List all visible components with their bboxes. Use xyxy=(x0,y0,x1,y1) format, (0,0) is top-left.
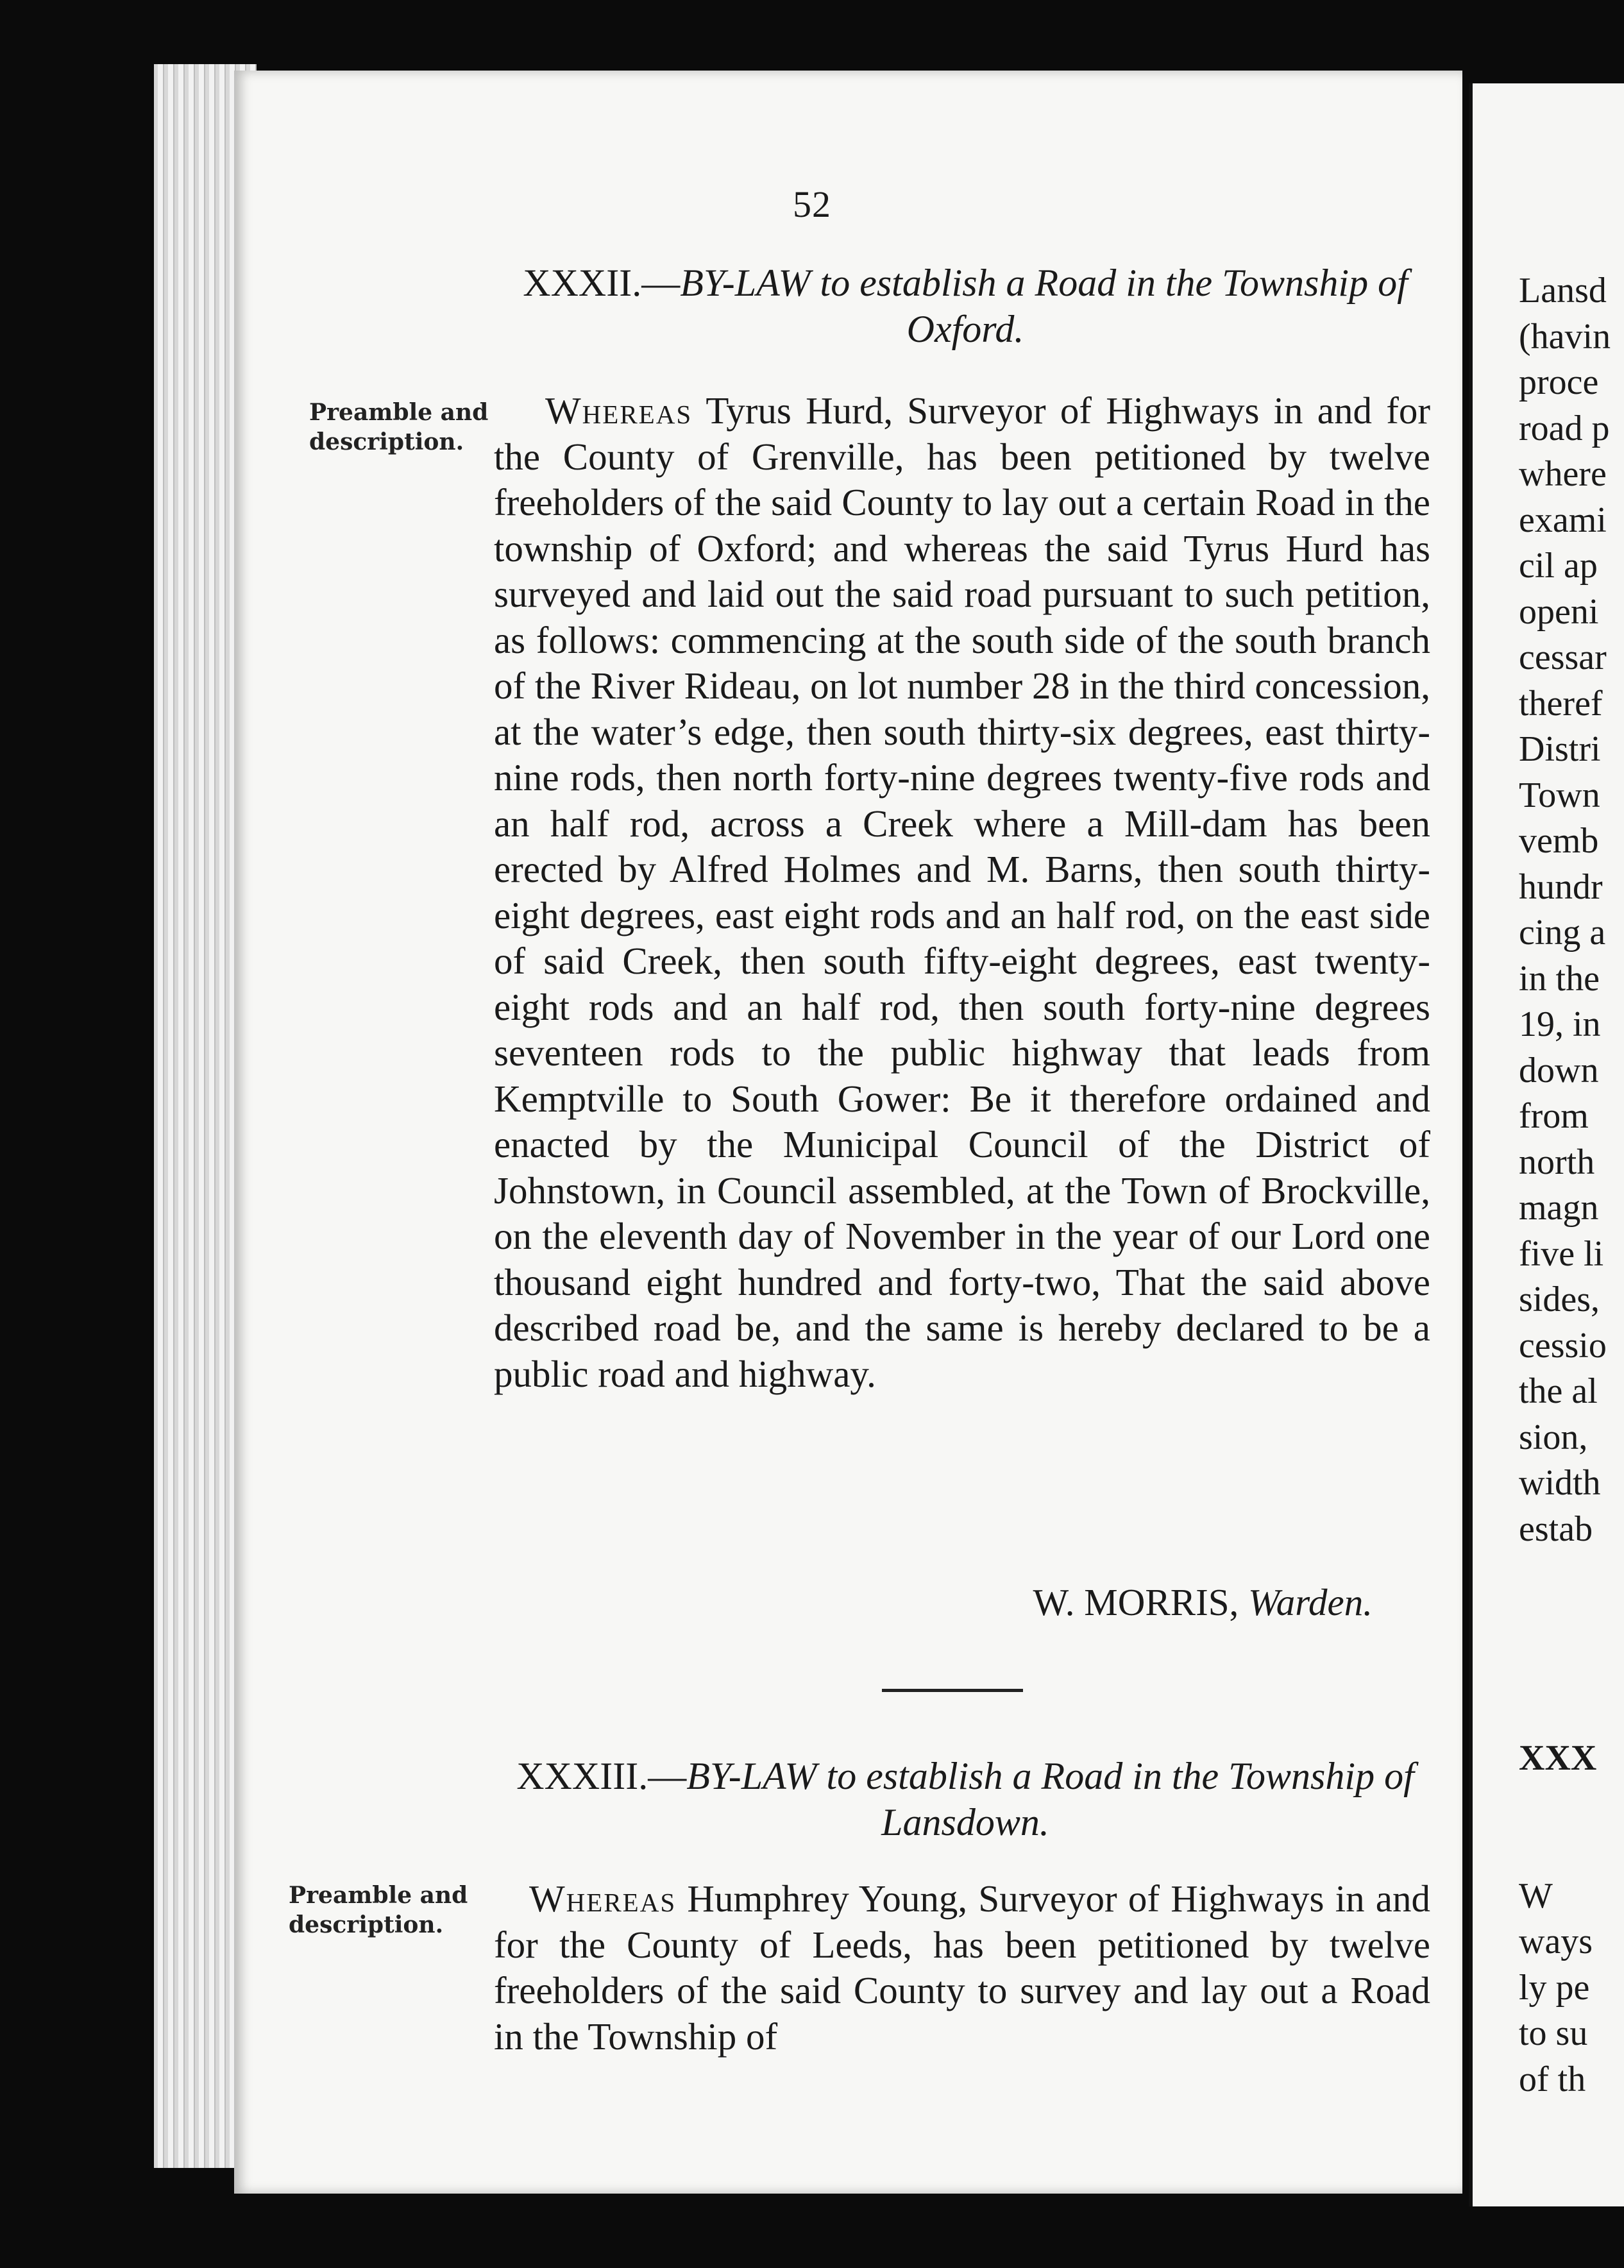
signature-role: Warden. xyxy=(1248,1581,1373,1623)
bylaw-32-whereas: Whereas xyxy=(545,389,693,432)
bylaw-32-signature xyxy=(494,1579,1373,1625)
facing-page-line: from xyxy=(1519,1096,1589,1136)
facing-page-line: magn xyxy=(1519,1188,1599,1228)
facing-page-line: ly pe xyxy=(1519,1967,1590,2008)
bylaw-33-body xyxy=(494,1876,1430,2060)
facing-page-line: proce xyxy=(1519,362,1599,402)
facing-page-line: 19, in xyxy=(1519,1004,1601,1044)
facing-page-line: width xyxy=(1519,1463,1601,1503)
facing-page-line: openi xyxy=(1519,591,1599,632)
bylaw-32-heading xyxy=(494,260,1437,352)
facing-page-line: cil ap xyxy=(1519,546,1598,586)
facing-page-line: ways xyxy=(1519,1922,1593,1961)
bylaw-32-text: Tyrus Hurd, Surveyor of Highways in and for the County of Grenville, has been petitioned by twelve freeholders of the said County to lay out a certain Road in the township of Oxford; and whereas the said Tyrus Hurd has surveyed and laid out the said road pursuant to such petition, as follows: commencing at the south side of the south branch of the River Rideau, on lot number 28 in the third concession, at the water’s edge, then south thirty-six degrees, east thirty-nine rods, then north forty-nine degrees twenty-five rods and an half rod, across a Creek where a Mill-dam has been erected by Alfred Holmes and M. Barns, then south thirty-eight degrees, east eight rods and an half rod, on the east side of said Creek, then south fifty-eight degrees, east twenty-eight rods and an half rod, then south forty-nine degrees seventeen rods to the public highway that leads from Kemptville to South Gower: Be it therefore ordained and enacted by the Municipal Council of the District of Johnstown, in Council assembled, at the Town of Brockville, on the eleventh day of November in the year of our Lord one thousand eight hundred and forty-two, That the said above described road be, and the same is hereby declared to be a public road and highway. xyxy=(494,389,1430,1395)
facing-page-line: five li xyxy=(1519,1233,1604,1274)
facing-page-line: north xyxy=(1519,1142,1595,1182)
bylaw-33-text: Humphrey Young, Surveyor of Highways in and for the County of Leeds, has been petitioned by twelve freeholders of the said County to survey and lay out a Road in the Township of xyxy=(494,1877,1430,2058)
facing-page-line: hundr xyxy=(1519,867,1603,907)
facing-page-line: cessio xyxy=(1519,1325,1607,1366)
signature-name: W. MORRIS, xyxy=(1033,1581,1239,1623)
facing-page-line: down xyxy=(1519,1050,1599,1090)
facing-page-line: theref xyxy=(1519,683,1603,724)
bylaw-32-number: XXXII.— xyxy=(523,262,681,304)
facing-page-line: (havin xyxy=(1519,316,1611,357)
bylaw-33-margin-note: Preamble and description. xyxy=(289,1882,468,1938)
facing-page-line: estab xyxy=(1519,1509,1593,1549)
facing-page-line: the al xyxy=(1519,1371,1598,1411)
bylaw-32-title: to establish a Road in the Township of Oxford. xyxy=(810,262,1408,350)
facing-page-line: road p xyxy=(1519,408,1610,448)
section-divider xyxy=(882,1689,1023,1692)
facing-page-line: vemb xyxy=(1519,821,1599,861)
facing-page-line: Lansd xyxy=(1519,271,1607,310)
facing-page-line: sides, xyxy=(1519,1280,1600,1319)
page-number: 52 xyxy=(793,183,831,225)
bylaw-33-whereas: Whereas xyxy=(529,1877,677,1920)
facing-page-line: where xyxy=(1519,454,1607,494)
facing-page-line: XXX xyxy=(1519,1738,1597,1778)
facing-page-line: cessar xyxy=(1519,638,1607,677)
facing-page-line: sion, xyxy=(1519,1417,1588,1457)
facing-page-line: cing a xyxy=(1519,913,1606,952)
facing-page-line: W xyxy=(1519,1875,1553,1916)
bylaw-33-number: XXXIII.— xyxy=(516,1755,687,1797)
bylaw-33-heading xyxy=(494,1753,1437,1845)
bylaw-32-margin-note: Preamble and description. xyxy=(309,399,489,455)
bylaw-32-title-bylaw: BY-LAW xyxy=(680,262,811,304)
bylaw-33-title-bylaw: BY-LAW xyxy=(686,1755,817,1797)
facing-page-line: in the xyxy=(1519,958,1600,999)
facing-page-line: exami xyxy=(1519,500,1607,540)
bylaw-32-body xyxy=(494,388,1430,1397)
facing-page-line: Town xyxy=(1519,775,1600,815)
facing-page-line: Distri xyxy=(1519,729,1601,769)
bylaw-33-title: to establish a Road in the Township of Lansdown. xyxy=(816,1755,1414,1843)
facing-page-line: to su xyxy=(1519,2013,1588,2053)
facing-page-line: of th xyxy=(1519,2059,1586,2099)
